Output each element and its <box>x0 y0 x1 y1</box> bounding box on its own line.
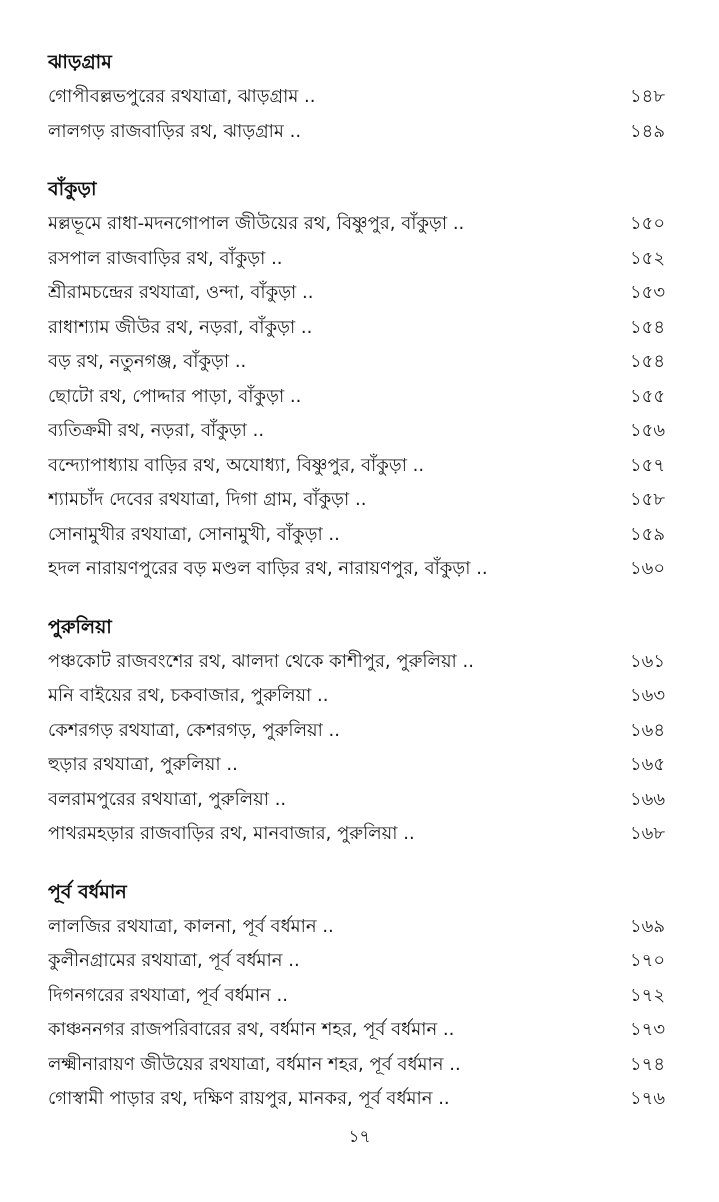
entry-page: ১৫৯ <box>630 523 666 545</box>
entry-title: বড় রথ, নতুনগঞ্জ, বাঁকুড়া .. <box>48 351 247 372</box>
entry-title: পঞ্চকোট রাজবংশের রথ, ঝালদা থেকে কাশীপুর, পুরুলিয়া .. <box>48 650 474 672</box>
entry-title: গোস্বামী পাড়ার রথ, দক্ষিণ রায়পুর, মানকর, পূর্ব বর্ধমান .. <box>48 1088 450 1109</box>
section-bankura <box>48 171 674 587</box>
entry-page: ১৫৩ <box>630 282 666 303</box>
toc-entry <box>48 80 674 115</box>
toc-entry <box>48 910 674 945</box>
toc-entry <box>48 979 674 1014</box>
entry-title: বলরামপুরের রথযাত্রা, পুরুলিয়া .. <box>48 788 287 810</box>
entry-title: লক্ষ্মীনারায়ণ জীউয়ের রথযাত্রা, বর্ধমান শহর, পূর্ব বর্ধমান .. <box>48 1053 461 1075</box>
section-heading: পুরুলিয়া <box>48 615 112 638</box>
toc-entry <box>48 645 674 680</box>
entry-title: গোপীবল্লভপুরের রথযাত্রা, ঝাড়গ্রাম .. <box>48 86 316 107</box>
entry-page: ১৫৭ <box>630 454 666 476</box>
table-of-contents <box>48 44 674 1139</box>
section-heading: পূর্ব বর্ধমান <box>48 880 127 903</box>
toc-entry <box>48 115 674 150</box>
entry-page: ১৬৫ <box>630 754 666 775</box>
entry-page: ১৫৬ <box>630 420 666 441</box>
entry-page: ১৫৪ <box>630 351 666 372</box>
section-jhargram <box>48 44 674 149</box>
entry-title: লালজির রথযাত্রা, কালনা, পূর্ব বর্ধমান .. <box>48 915 334 937</box>
entry-page: ১৬৮ <box>630 823 666 844</box>
entry-page: ১৭৩ <box>630 1019 666 1040</box>
entry-page: ১৭৪ <box>630 1053 666 1075</box>
entry-page: ১৫৫ <box>630 385 666 407</box>
toc-entry <box>48 817 674 852</box>
entry-page: ১৬১ <box>630 650 666 672</box>
page-number: ১৭ <box>348 1127 371 1147</box>
entry-page: ১৫৮ <box>630 489 666 510</box>
toc-entry <box>48 380 674 415</box>
entry-page: ১৬০ <box>630 558 666 579</box>
entry-title: সোনামুখীর রথযাত্রা, সোনামুখী, বাঁকুড়া .. <box>48 523 340 545</box>
entry-page: ১৬৩ <box>630 685 666 706</box>
entry-page: ১৭২ <box>630 984 666 1006</box>
entry-title: কুলীনগ্রামের রথযাত্রা, পূর্ব বর্ধমান .. <box>48 950 300 971</box>
toc-entry <box>48 944 674 979</box>
section-heading: বাঁকুড়া <box>48 178 97 200</box>
entry-title: রাধাশ্যাম জীউর রথ, নড়রা, বাঁকুড়া .. <box>48 316 313 338</box>
toc-entry <box>48 783 674 818</box>
toc-entry <box>48 449 674 484</box>
toc-entry <box>48 679 674 714</box>
section-purulia <box>48 609 674 852</box>
entry-page: ১৫০ <box>630 213 666 234</box>
entry-title: মল্লভূমে রাধা-মদনগোপাল জীউয়ের রথ, বিষ্ণুপুর, বাঁকুড়া .. <box>48 213 465 234</box>
entry-title: পাথরমহড়ার রাজবাড়ির রথ, মানবাজার, পুরুলিয়া .. <box>48 823 415 844</box>
toc-entry <box>48 1082 674 1117</box>
entry-title: কাঞ্চননগর রাজপরিবারের রথ, বর্ধমান শহর, পূর্ব বর্ধমান .. <box>48 1019 455 1040</box>
entry-title: ব্যতিক্রমী রথ, নড়রা, বাঁকুড়া .. <box>48 420 265 441</box>
entry-title: ছোটো রথ, পোদ্দার পাড়া, বাঁকুড়া .. <box>48 385 302 407</box>
toc-entry <box>48 748 674 783</box>
entry-title: মনি বাইয়ের রথ, চকবাজার, পুরুলিয়া .. <box>48 685 329 706</box>
entry-page: ১৪৯ <box>630 120 666 142</box>
entry-title: হদল নারায়ণপুরের বড় মণ্ডল বাড়ির রথ, নারায়ণপুর, বাঁকুড়া .. <box>48 558 488 579</box>
entry-page: ১৭০ <box>630 950 666 971</box>
toc-entry <box>48 414 674 449</box>
toc-entry <box>48 345 674 380</box>
entry-title: শ্রীরামচন্দ্রের রথযাত্রা, ওন্দা, বাঁকুড়া .. <box>48 282 314 303</box>
entry-page: ১৪৮ <box>630 86 666 107</box>
entry-page: ১৭৬ <box>630 1088 666 1109</box>
entry-page: ১৫৪ <box>630 316 666 338</box>
entry-title: কেশরগড় রথযাত্রা, কেশরগড়, পুরুলিয়া .. <box>48 719 340 741</box>
toc-entry <box>48 1013 674 1048</box>
toc-entry <box>48 518 674 553</box>
toc-entry <box>48 714 674 749</box>
toc-entry <box>48 207 674 242</box>
entry-page: ১৬৯ <box>630 915 666 937</box>
entry-page: ১৫২ <box>630 247 666 269</box>
toc-entry <box>48 311 674 346</box>
toc-entry <box>48 483 674 518</box>
toc-entry <box>48 1048 674 1083</box>
entry-title: রসপাল রাজবাড়ির রথ, বাঁকুড়া .. <box>48 247 283 269</box>
toc-entry <box>48 552 674 587</box>
toc-entry <box>48 276 674 311</box>
section-heading: ঝাড়গ্রাম <box>48 51 112 73</box>
entry-page: ১৬৬ <box>630 788 666 810</box>
entry-page: ১৬৪ <box>630 719 666 741</box>
entry-title: বন্দ্যোপাধ্যায় বাড়ির রথ, অযোধ্যা, বিষ্ণুপুর, বাঁকুড়া .. <box>48 454 425 476</box>
section-purba-bardhaman <box>48 874 674 1117</box>
entry-title: হুড়ার রথযাত্রা, পুরুলিয়া .. <box>48 754 238 775</box>
entry-title: দিগনগরের রথযাত্রা, পূর্ব বর্ধমান .. <box>48 984 288 1006</box>
entry-title: লালগড় রাজবাড়ির রথ, ঝাড়গ্রাম .. <box>48 120 302 142</box>
entry-title: শ্যামচাঁদ দেবের রথযাত্রা, দিগা গ্রাম, বাঁকুড়া .. <box>48 489 367 510</box>
toc-entry <box>48 242 674 277</box>
